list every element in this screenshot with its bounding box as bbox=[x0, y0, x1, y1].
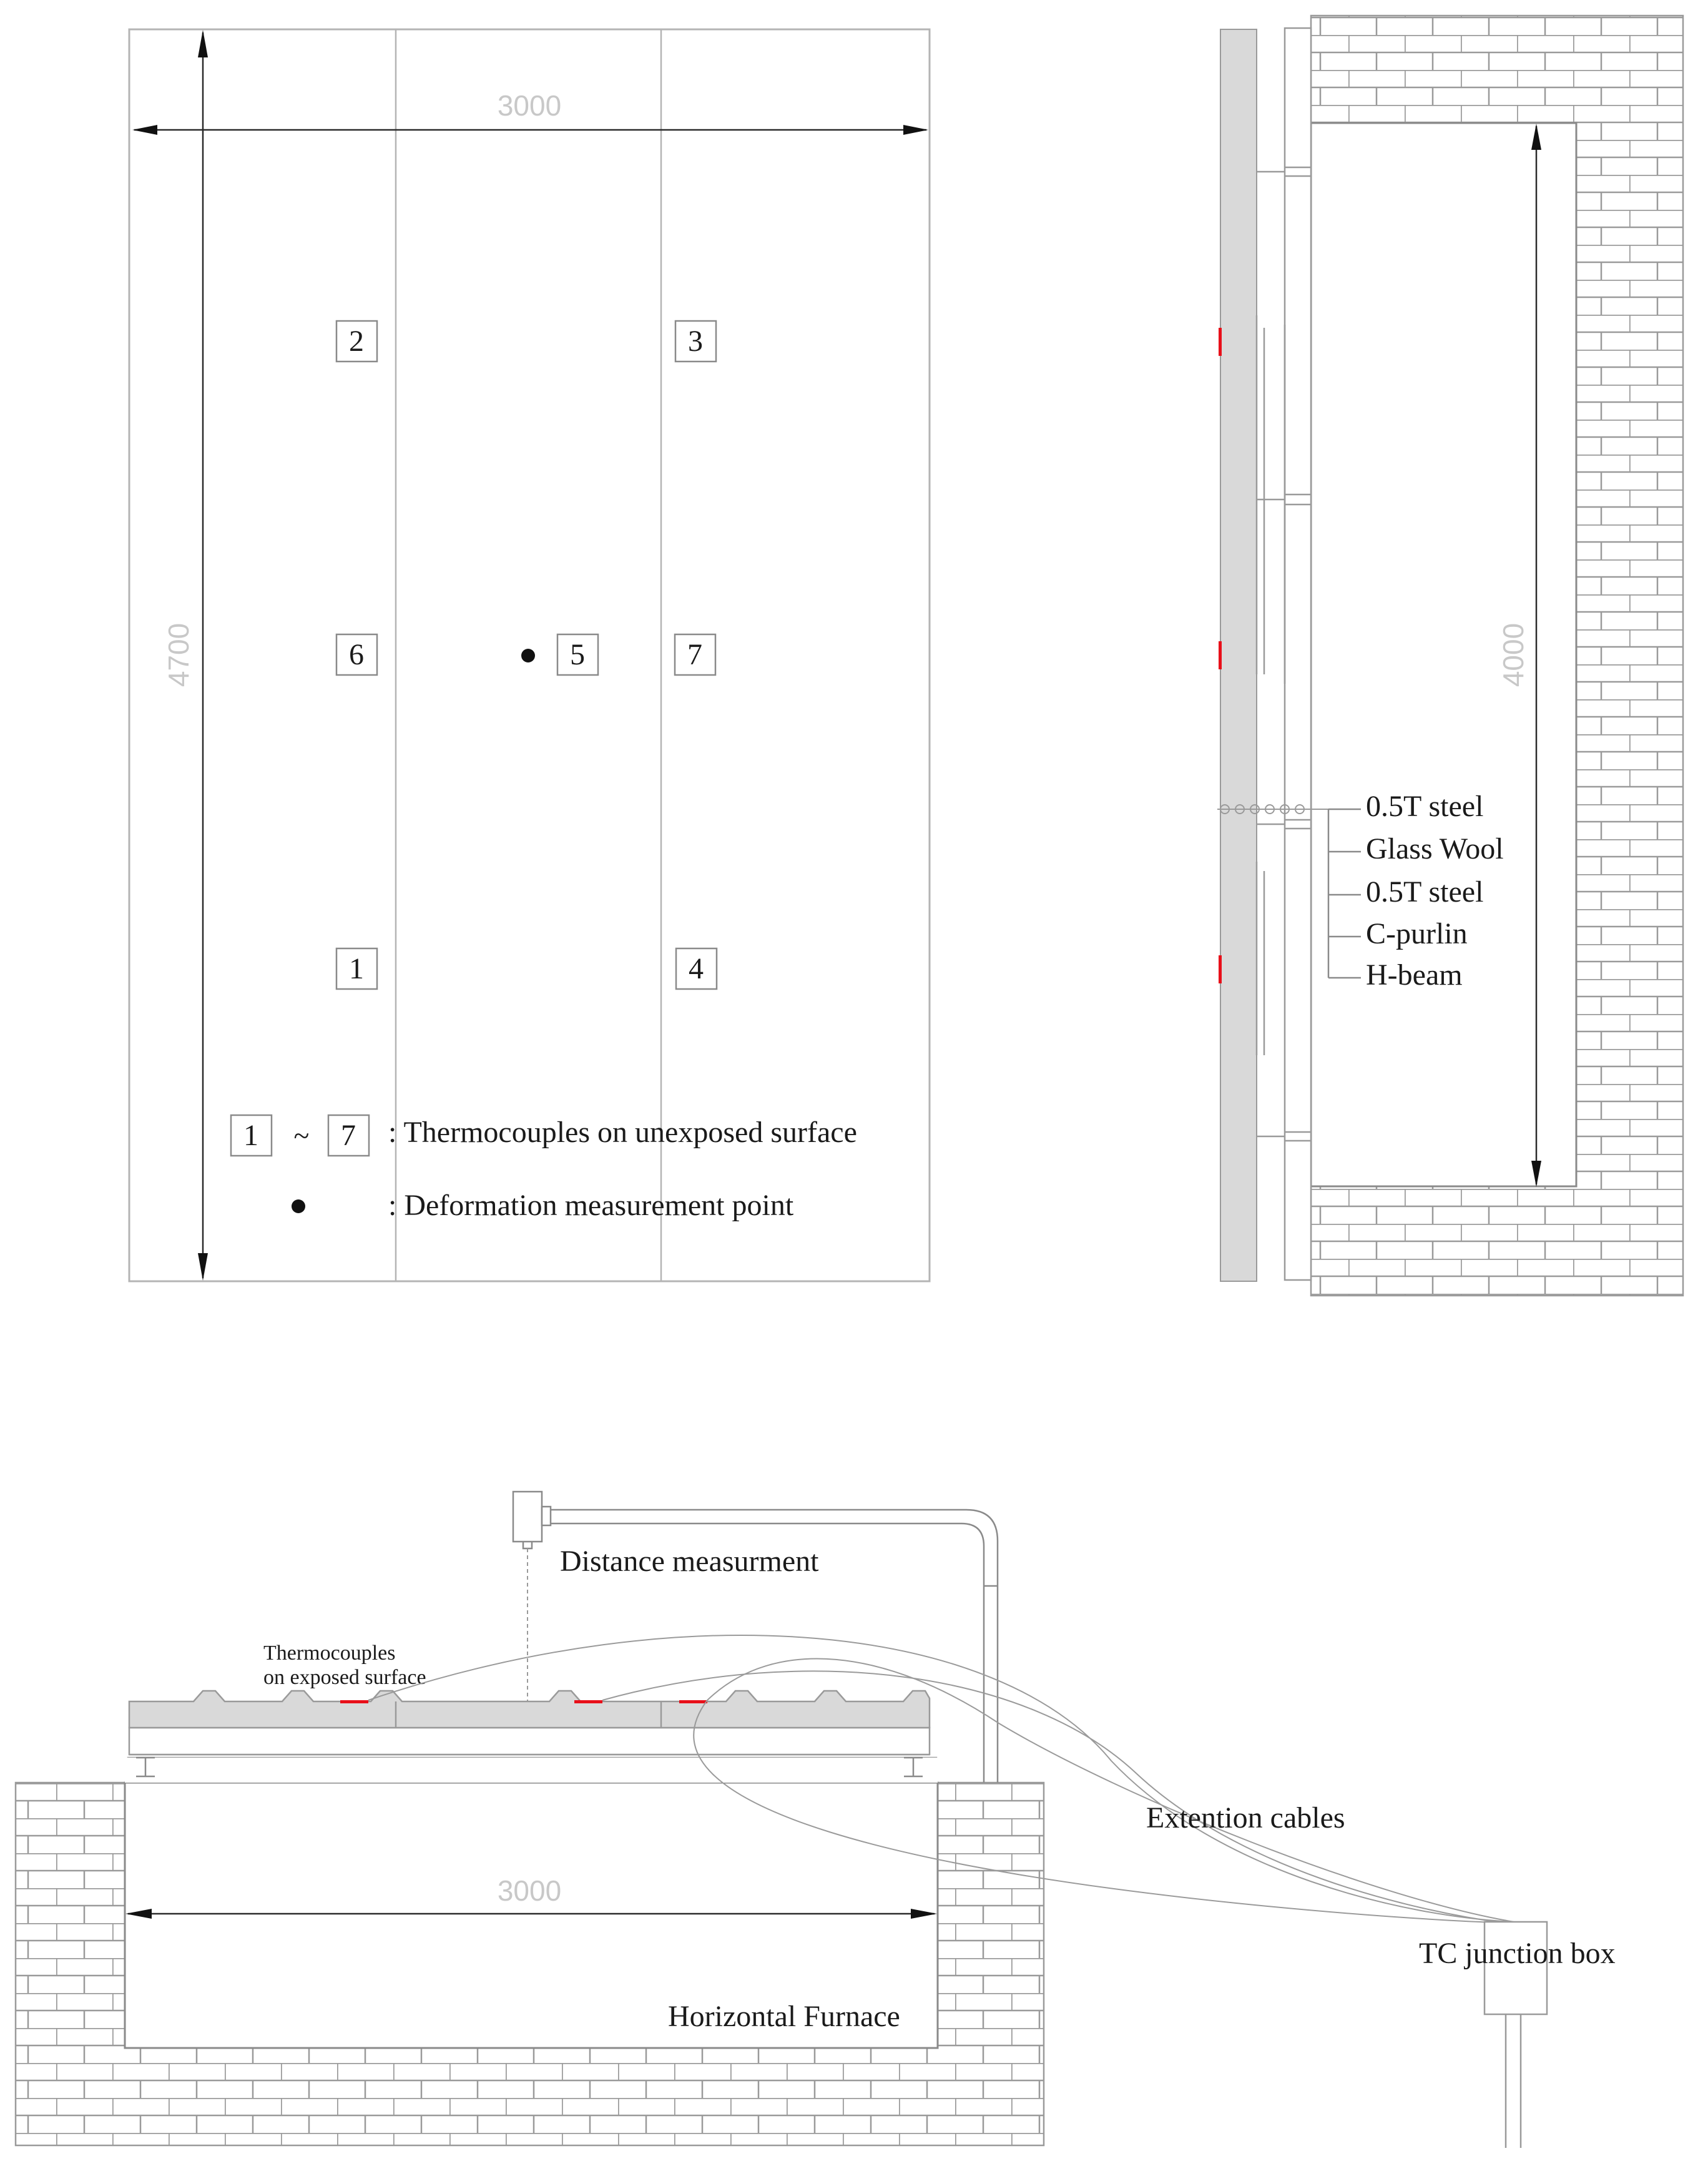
thermocouple-label: 2 bbox=[349, 325, 364, 358]
thermocouple-marker bbox=[675, 634, 715, 675]
layer-label: 0.5T steel bbox=[1366, 790, 1484, 823]
height-dimension bbox=[162, 30, 208, 1281]
plan-view bbox=[129, 29, 930, 1281]
legend-deformation-text: : Deformation measurement point bbox=[388, 1189, 794, 1222]
layer-label: H-beam bbox=[1366, 958, 1463, 992]
extension-cables-label: Extention cables bbox=[1146, 1801, 1345, 1834]
distance-sensor bbox=[513, 1492, 551, 1548]
layer-label: Glass Wool bbox=[1366, 832, 1504, 865]
deformation-point-dot bbox=[521, 649, 535, 662]
thermocouple-label: 3 bbox=[688, 325, 703, 358]
section-height-dimension-label: 4000 bbox=[1497, 623, 1529, 687]
height-dimension-label: 4700 bbox=[162, 623, 195, 687]
plan-legend bbox=[231, 1115, 857, 1222]
thermocouple-exposed-section bbox=[1219, 955, 1222, 983]
tc-junction-box-label: TC junction box bbox=[1419, 1937, 1616, 1970]
legend-thermocouple-text: : Thermocouples on unexposed surface bbox=[388, 1116, 857, 1149]
thermocouple-marker bbox=[336, 634, 377, 675]
legend-range-start: 1 bbox=[243, 1119, 258, 1152]
furnace-width-label: 3000 bbox=[497, 1874, 562, 1907]
thermocouple-exposed bbox=[679, 1700, 707, 1703]
thermocouple-exposed bbox=[574, 1700, 602, 1703]
thermocouple-label: 4 bbox=[689, 952, 704, 985]
section-view bbox=[1217, 16, 1683, 1296]
layer-label: C-purlin bbox=[1366, 917, 1468, 950]
thermocouple-marker bbox=[336, 948, 377, 989]
furnace-top-gap bbox=[125, 1758, 938, 1783]
tc-exposed-label-line1: Thermocouples bbox=[263, 1642, 396, 1665]
thermocouple-marker bbox=[557, 634, 598, 675]
legend-tilde: ~ bbox=[293, 1120, 310, 1151]
thermocouple-label: 1 bbox=[349, 952, 364, 985]
legend-deformation-dot bbox=[292, 1199, 305, 1213]
furnace-label: Horizontal Furnace bbox=[668, 2000, 900, 2033]
thermocouple-exposed-section bbox=[1219, 328, 1222, 356]
junction-box-cable bbox=[1506, 2014, 1521, 2148]
thermocouple-marker bbox=[336, 321, 377, 362]
legend-range-end: 7 bbox=[341, 1119, 356, 1152]
layer-label: 0.5T steel bbox=[1366, 875, 1484, 908]
specimen-panel-frame bbox=[129, 1728, 930, 1755]
thermocouple-exposed bbox=[340, 1700, 368, 1703]
setup-view bbox=[16, 1492, 1616, 2148]
thermocouple-label: 6 bbox=[349, 638, 364, 671]
thermocouple-marker bbox=[675, 321, 716, 362]
width-dimension bbox=[132, 89, 928, 135]
guide-frame bbox=[1285, 28, 1311, 1280]
thermocouple-label: 5 bbox=[570, 638, 585, 671]
thermocouple-exposed-section bbox=[1219, 641, 1222, 669]
thermocouple-marker bbox=[676, 948, 717, 989]
width-dimension-label: 3000 bbox=[497, 89, 562, 122]
specimen-panel-section bbox=[1220, 29, 1257, 1281]
thermocouple-label: 7 bbox=[687, 638, 702, 671]
distance-measurement-label: Distance measurment bbox=[560, 1545, 819, 1578]
specimen-panel-corrugated bbox=[129, 1691, 930, 1728]
tc-exposed-label-line2: on exposed surface bbox=[263, 1666, 426, 1689]
